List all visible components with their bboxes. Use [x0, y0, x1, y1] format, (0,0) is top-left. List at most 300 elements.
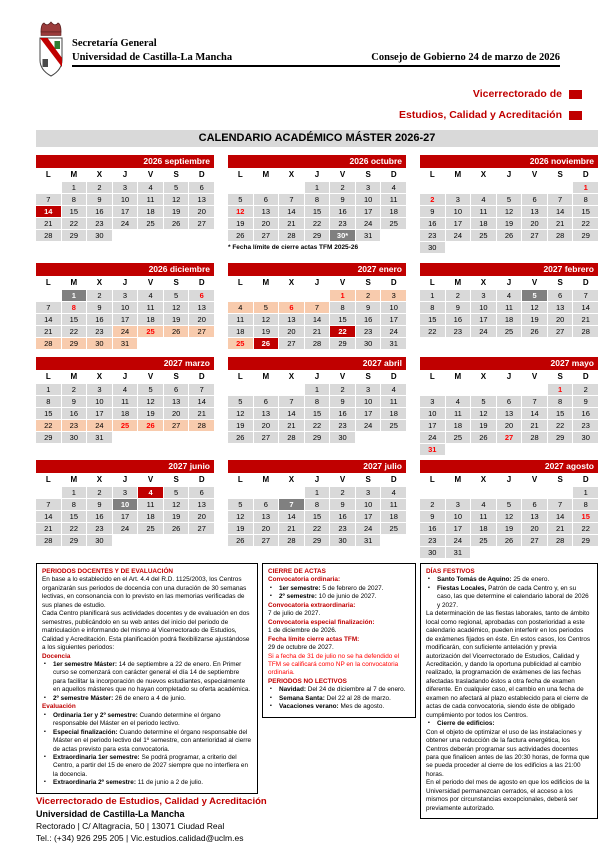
weekday-header: J: [314, 170, 320, 179]
day-cell: 20: [548, 314, 573, 325]
day-cell: 20: [279, 326, 304, 337]
month-calendar-2026-11: [420, 155, 598, 263]
day-cell: 11: [138, 194, 163, 205]
day-cell: 19: [228, 523, 253, 534]
day-cell: 30: [87, 338, 112, 349]
box-bullet: ▪ Ordinaria 1er y 2º semestre: Cuando determine el órgano responsable del Máster en el periodo lectivo.: [42, 712, 252, 729]
footer-address: Rectorado | C/ Altagracia, 50 | 13071 Ciudad Real: [36, 821, 225, 831]
month-days: [228, 277, 406, 349]
box-bullet: ▪ 1er semestre Máster: 14 de septiembre a 22 de enero. En Primer curso se comenzará con carácter general el día 14 de septiembre para facilitar la incorporación de nuevos estudiantes, especialmente en aquellos másteres que no hayan completado su oferta académica.: [42, 661, 252, 695]
day-cell: 29: [62, 338, 87, 349]
bullet-lead: Extraordinaria 1er semestre:: [53, 753, 142, 761]
day-cell: 10: [113, 499, 138, 510]
day-cell: 27: [254, 230, 279, 241]
day-cell: 15: [36, 408, 61, 419]
day-cell: 1: [420, 290, 445, 301]
empty-cell: [164, 535, 189, 546]
day-cell: 20: [164, 408, 189, 419]
day-cell: 17: [381, 314, 406, 325]
day-cell: 9: [573, 396, 598, 407]
day-cell: 18: [228, 326, 253, 337]
day-cell: 11: [471, 511, 496, 522]
day-cell: 4: [228, 302, 253, 313]
day-cell: 28: [189, 420, 214, 431]
day-cell: 22: [305, 420, 330, 431]
empty-cell: [254, 487, 279, 498]
day-cell: 1: [330, 290, 355, 301]
day-cell: 24: [113, 218, 138, 229]
day-cell: 8: [330, 302, 355, 313]
empty-cell: [471, 547, 496, 558]
weekday-header: D: [582, 372, 589, 381]
day-cell: 18: [497, 314, 522, 325]
day-cell: 14: [279, 206, 304, 217]
weekday-header: J: [506, 372, 512, 381]
month-title: 2026 diciembre: [36, 263, 214, 276]
bullet-lead: Fiestas Locales,: [437, 584, 489, 592]
weekday-header: M: [454, 278, 462, 287]
page-title: CALENDARIO ACADÉMICO MÁSTER 2026-27: [36, 130, 598, 147]
day-cell: 22: [62, 523, 87, 534]
box-bullet: ▪ Extraordinaria 2º semestre: 11 de junio a 2 de julio.: [42, 779, 252, 787]
empty-cell: [471, 487, 496, 498]
box-heading: Docencia: [42, 652, 71, 660]
empty-cell: [189, 535, 214, 546]
month-title: 2027 agosto: [420, 460, 598, 473]
day-cell: 9: [420, 206, 445, 217]
day-cell: 22: [330, 326, 355, 337]
vicerrectorado-text1: Vicerrectorado de: [472, 88, 562, 100]
day-cell: 5: [497, 194, 522, 205]
day-cell: 23: [87, 523, 112, 534]
day-cell: 14: [36, 511, 61, 522]
day-cell: 7: [36, 499, 61, 510]
empty-cell: [573, 547, 598, 558]
day-cell: 29: [305, 432, 330, 443]
day-cell: 16: [62, 408, 87, 419]
day-cell: 27: [279, 338, 304, 349]
day-cell: 13: [548, 302, 573, 313]
weekday-header: X: [480, 475, 487, 484]
day-cell: 31: [87, 432, 112, 443]
day-cell: 23: [62, 420, 87, 431]
info-box-cierre-actas: [262, 563, 416, 718]
day-cell: 14: [548, 511, 573, 522]
day-cell: 24: [471, 326, 496, 337]
box-bullet: ▪ Navidad: Del 24 de diciembre al 7 de enero.: [268, 686, 410, 694]
day-cell: 22: [305, 523, 330, 534]
day-cell: 13: [497, 408, 522, 419]
weekday-header: M: [70, 278, 78, 287]
empty-cell: [113, 230, 138, 241]
day-cell: 26: [471, 432, 496, 443]
empty-cell: [446, 487, 471, 498]
month-calendar-2027-01: [228, 263, 406, 357]
weekday-header: S: [173, 170, 179, 179]
weekday-header: S: [557, 278, 563, 287]
empty-cell: [548, 444, 573, 455]
day-cell: 30: [330, 535, 355, 546]
day-cell: 2: [446, 290, 471, 301]
day-cell: 4: [381, 182, 406, 193]
day-cell: 21: [522, 420, 547, 431]
day-cell: 2: [420, 194, 445, 205]
day-cell: 10: [356, 499, 381, 510]
day-cell: 7: [522, 396, 547, 407]
day-cell: 4: [471, 499, 496, 510]
day-cell: 25: [138, 218, 163, 229]
day-cell: 18: [446, 420, 471, 431]
day-cell: 10: [420, 408, 445, 419]
day-cell: 26: [164, 523, 189, 534]
month-calendar-2026-10: [228, 155, 406, 263]
day-cell: 25: [138, 523, 163, 534]
day-cell: 29: [62, 230, 87, 241]
footer-contact: Tel.: (+34) 926 295 205 | Vic.estudios.calidad@uclm.es: [36, 833, 244, 843]
day-cell: 4: [471, 194, 496, 205]
bullet-lead: Extraordinaria 2º semestre:: [53, 779, 138, 787]
day-cell: 31: [356, 535, 381, 546]
day-cell: 30: [356, 338, 381, 349]
bullet-lead: 2º semestre Máster:: [53, 694, 116, 702]
bullet-lead: 1er semestre Máster:: [53, 660, 119, 668]
day-cell: 9: [446, 302, 471, 313]
day-cell: 9: [87, 194, 112, 205]
day-cell: 18: [381, 511, 406, 522]
empty-cell: [522, 487, 547, 498]
day-cell: 18: [138, 206, 163, 217]
day-cell: 28: [305, 338, 330, 349]
day-cell: 16: [420, 523, 445, 534]
day-cell: 26: [164, 326, 189, 337]
month-calendar-2026-09: [36, 155, 214, 263]
day-cell: 22: [62, 326, 87, 337]
day-cell: 26: [254, 338, 279, 349]
weekday-header: J: [314, 278, 320, 287]
org-name-line1: Secretaría General: [72, 38, 157, 49]
day-cell: 15: [62, 206, 87, 217]
day-cell: 13: [522, 511, 547, 522]
day-cell: 28: [36, 535, 61, 546]
day-cell: 19: [228, 420, 253, 431]
empty-cell: [164, 432, 189, 443]
red-square-marker: [569, 111, 582, 120]
day-cell: 23: [87, 218, 112, 229]
month-days: [36, 277, 214, 349]
empty-cell: [446, 242, 471, 253]
day-cell: 15: [305, 511, 330, 522]
day-cell: 23: [446, 326, 471, 337]
box-bullet: ▪ Fiestas Locales, Patrón de cada Centro y, en su caso, las que determine el calendario laboral de 2026 y 2027.: [426, 585, 592, 610]
day-cell: 9: [62, 396, 87, 407]
day-cell: 14: [279, 408, 304, 419]
empty-cell: [497, 182, 522, 193]
box-heading: Evaluación: [42, 703, 76, 711]
weekday-header: L: [237, 278, 243, 287]
empty-cell: [356, 432, 381, 443]
day-cell: 7: [36, 194, 61, 205]
day-cell: 16: [356, 314, 381, 325]
day-cell: 2: [87, 487, 112, 498]
month-title: 2027 febrero: [420, 263, 598, 276]
day-cell: 19: [254, 326, 279, 337]
day-cell: 19: [497, 523, 522, 534]
day-cell: 10: [113, 302, 138, 313]
day-cell: 7: [189, 384, 214, 395]
org-name-line2: Universidad de Castilla-La Mancha: [72, 52, 233, 63]
day-cell: 6: [279, 302, 304, 313]
day-cell: 23: [87, 326, 112, 337]
empty-cell: [254, 384, 279, 395]
month-days: [420, 474, 598, 558]
day-cell: 30*: [330, 230, 355, 241]
empty-cell: [573, 242, 598, 253]
day-cell: 29: [573, 535, 598, 546]
day-cell: 8: [36, 396, 61, 407]
day-cell: 13: [189, 499, 214, 510]
day-cell: 24: [356, 523, 381, 534]
document-header: [72, 38, 560, 67]
day-cell: 7: [548, 499, 573, 510]
day-cell: 5: [497, 499, 522, 510]
day-cell: 16: [330, 408, 355, 419]
day-cell: 12: [228, 511, 253, 522]
day-cell: 23: [573, 420, 598, 431]
day-cell: 27: [189, 218, 214, 229]
footer-vicerrectorado: Vicerrectorado de Estudios, Calidad y Acreditación: [36, 796, 267, 807]
day-cell: 4: [381, 384, 406, 395]
bullet-lead: Especial finalización:: [53, 728, 120, 736]
info-boxes: [36, 563, 598, 819]
day-cell: 16: [330, 511, 355, 522]
day-cell: 12: [228, 206, 253, 217]
month-days: [36, 371, 214, 443]
day-cell: 1: [36, 384, 61, 395]
day-cell: 11: [138, 302, 163, 313]
day-cell: 12: [497, 206, 522, 217]
day-cell: 26: [228, 535, 253, 546]
day-cell: 16: [330, 206, 355, 217]
day-cell: 21: [573, 314, 598, 325]
day-cell: 7: [548, 194, 573, 205]
day-cell: 7: [573, 290, 598, 301]
day-cell: 8: [548, 396, 573, 407]
empty-cell: [522, 384, 547, 395]
bullet-lead: 1er semestre:: [279, 584, 323, 592]
weekday-header: D: [390, 372, 397, 381]
empty-cell: [471, 444, 496, 455]
day-cell: 4: [138, 487, 163, 498]
day-cell: 28: [36, 338, 61, 349]
day-cell: 9: [330, 194, 355, 205]
month-days: [36, 474, 214, 546]
day-cell: 12: [164, 499, 189, 510]
day-cell: 21: [189, 408, 214, 419]
day-cell: 20: [254, 218, 279, 229]
weekday-header: J: [506, 475, 512, 484]
weekday-header: X: [96, 372, 103, 381]
day-cell: 19: [164, 511, 189, 522]
day-cell: 5: [522, 290, 547, 301]
day-cell: 3: [471, 290, 496, 301]
day-cell: 10: [471, 302, 496, 313]
day-cell: 17: [113, 511, 138, 522]
day-cell: 18: [138, 511, 163, 522]
weekday-header: M: [454, 372, 462, 381]
weekday-header: V: [339, 170, 346, 179]
day-cell: 3: [113, 182, 138, 193]
box-bullet: [426, 720, 592, 728]
day-cell: 15: [62, 511, 87, 522]
day-cell: 23: [356, 326, 381, 337]
empty-cell: [36, 487, 61, 498]
month-days: [36, 169, 214, 241]
weekday-header: D: [390, 170, 397, 179]
day-cell: 22: [305, 218, 330, 229]
empty-cell: [420, 384, 445, 395]
weekday-header: L: [237, 170, 243, 179]
day-cell: 15: [573, 511, 598, 522]
day-cell: 14: [36, 314, 61, 325]
day-cell: 1: [573, 487, 598, 498]
day-cell: 19: [471, 420, 496, 431]
box-heading: Convocatoria extraordinaria:: [268, 601, 356, 609]
day-cell: 10: [381, 302, 406, 313]
day-cell: 21: [36, 218, 61, 229]
weekday-header: M: [262, 475, 270, 484]
info-box-periodos-docentes: [36, 563, 258, 794]
day-cell: 21: [279, 523, 304, 534]
day-cell: 14: [189, 396, 214, 407]
box-bullet: ▪ Extraordinaria 1er semestre: Se podrá programar, a criterio del Centro, a partir del 15 de enero de 2027 siempre que no interfiera en la docencia.: [42, 754, 252, 779]
day-cell: 11: [446, 408, 471, 419]
header-rule-row: [72, 52, 560, 67]
day-cell: 24: [113, 523, 138, 534]
day-cell: 25: [113, 420, 138, 431]
weekday-header: V: [147, 170, 154, 179]
empty-cell: [189, 338, 214, 349]
day-cell: 7: [305, 302, 330, 313]
day-cell: 18: [471, 218, 496, 229]
day-cell: 6: [548, 290, 573, 301]
day-cell: 1: [62, 290, 87, 301]
weekday-header: J: [314, 372, 320, 381]
day-cell: 10: [356, 396, 381, 407]
weekday-header: J: [506, 170, 512, 179]
empty-cell: [279, 487, 304, 498]
weekday-header: M: [262, 372, 270, 381]
box-heading: Fecha límite cierre actas TFM:: [268, 635, 360, 643]
day-cell: 10: [113, 194, 138, 205]
weekday-header: D: [198, 372, 205, 381]
weekday-header: L: [429, 278, 435, 287]
box-bullet: ▪ Especial finalización: Cuando determine el órgano responsable del Máster en el periodo lectivo del 1º semestre, con anterioridad al cierre de actas previsto para esta convocatoria.: [42, 729, 252, 754]
day-cell: 17: [446, 218, 471, 229]
weekday-header: M: [70, 372, 78, 381]
footer-university: Universidad de Castilla-La Mancha: [36, 809, 185, 819]
day-cell: 9: [330, 396, 355, 407]
day-cell: 9: [356, 302, 381, 313]
day-cell: 24: [113, 326, 138, 337]
day-cell: 26: [522, 326, 547, 337]
month-title: 2027 enero: [228, 263, 406, 276]
day-cell: 16: [87, 314, 112, 325]
weekday-header: D: [390, 475, 397, 484]
weekday-header: S: [365, 475, 371, 484]
weekday-header: S: [557, 170, 563, 179]
day-cell: 8: [420, 302, 445, 313]
day-cell: 25: [446, 432, 471, 443]
weekday-header: L: [429, 372, 435, 381]
weekday-header: L: [429, 475, 435, 484]
month-calendar-2027-02: [420, 263, 598, 357]
day-cell: 13: [279, 314, 304, 325]
day-cell: 15: [330, 314, 355, 325]
day-cell: 2: [87, 182, 112, 193]
day-cell: 3: [87, 384, 112, 395]
weekday-header: X: [96, 278, 103, 287]
day-cell: 22: [420, 326, 445, 337]
day-cell: 30: [87, 535, 112, 546]
day-cell: 13: [254, 511, 279, 522]
day-cell: 17: [446, 523, 471, 534]
empty-cell: [228, 487, 253, 498]
empty-cell: [279, 182, 304, 193]
day-cell: 11: [381, 396, 406, 407]
weekday-header: L: [237, 372, 243, 381]
day-cell: 6: [254, 396, 279, 407]
weekday-header: S: [365, 170, 371, 179]
day-cell: 16: [87, 206, 112, 217]
box-text: Si a fecha de 31 de julio no se ha defendido el TFM se calificará como NP en la convocatoria ordinaria.: [268, 652, 400, 677]
weekday-header: X: [480, 372, 487, 381]
day-cell: 12: [254, 314, 279, 325]
day-cell: 27: [522, 535, 547, 546]
empty-cell: [471, 182, 496, 193]
day-cell: 29: [305, 535, 330, 546]
day-cell: 26: [497, 230, 522, 241]
day-cell: 13: [522, 206, 547, 217]
day-cell: 7: [279, 499, 304, 510]
empty-cell: [522, 444, 547, 455]
day-cell: 4: [138, 290, 163, 301]
day-cell: 14: [279, 511, 304, 522]
day-cell: 23: [330, 420, 355, 431]
day-cell: 25: [471, 535, 496, 546]
day-cell: 21: [36, 326, 61, 337]
day-cell: 6: [189, 487, 214, 498]
day-cell: 2: [330, 487, 355, 498]
empty-cell: [497, 487, 522, 498]
day-cell: 28: [279, 535, 304, 546]
empty-cell: [228, 384, 253, 395]
red-square-marker: [569, 90, 582, 99]
weekday-header: X: [288, 475, 295, 484]
day-cell: 25: [381, 218, 406, 229]
day-cell: 3: [381, 290, 406, 301]
day-cell: 12: [164, 194, 189, 205]
weekday-header: V: [531, 170, 538, 179]
weekday-header: M: [70, 170, 78, 179]
day-cell: 22: [573, 523, 598, 534]
day-cell: 24: [420, 432, 445, 443]
day-cell: 26: [228, 230, 253, 241]
day-cell: 20: [189, 206, 214, 217]
empty-cell: [497, 444, 522, 455]
weekday-header: S: [173, 475, 179, 484]
empty-cell: [420, 182, 445, 193]
day-cell: 4: [381, 487, 406, 498]
